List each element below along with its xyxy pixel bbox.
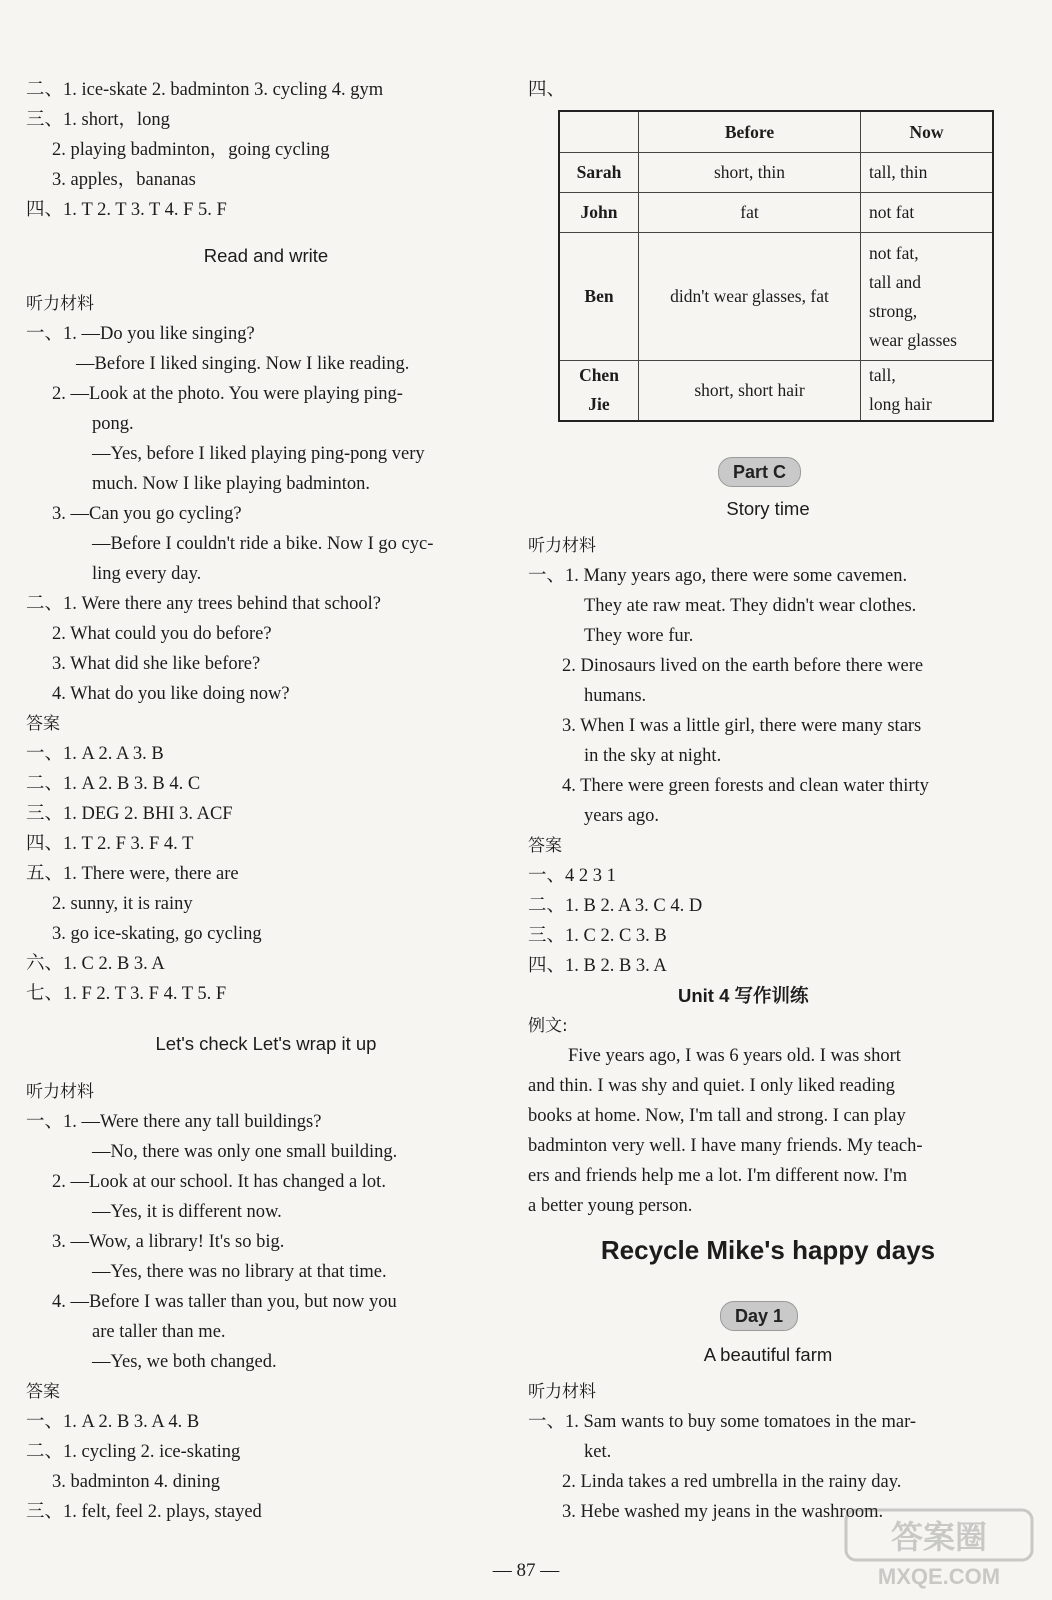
section-title-beautiful-farm: A beautiful farm — [703, 1344, 833, 1365]
now-line: strong, — [869, 300, 918, 321]
table-header-cell — [559, 111, 639, 153]
table-cell-before: fat — [639, 193, 861, 233]
table-row — [559, 193, 993, 233]
listening-label: 听力材料 — [26, 294, 94, 314]
now-line: tall, — [869, 365, 896, 386]
listening-line: 一、1. —Were there any tall buildings? — [26, 1112, 322, 1132]
example-line: ers and friends help me a lot. I'm different now. I'm — [528, 1166, 908, 1186]
page-number: — 87 — — [492, 1560, 560, 1581]
listening-line: —Before I couldn't ride a bike. Now I go cyc- — [92, 534, 434, 554]
listening-line: 3. What did she like before? — [52, 654, 261, 674]
example-line: books at home. Now, I'm tall and strong. I can play — [528, 1106, 906, 1126]
listening-line: 2. —Look at our school. It has changed a lot. — [52, 1172, 386, 1192]
answer-line: 三、1. felt, feel 2. plays, stayed — [26, 1502, 262, 1522]
now-line: tall and — [869, 271, 921, 292]
listening-line: 3. —Can you go cycling? — [52, 504, 242, 524]
example-label: 例文: — [528, 1016, 568, 1036]
now-line: long hair — [869, 394, 932, 415]
listening-line: 二、1. Were there any trees behind that school? — [26, 594, 382, 614]
listening-line: 3. When I was a little girl, there were many stars — [562, 716, 922, 736]
table-cell-name: Chen Jie — [559, 361, 639, 421]
now-line: not fat, — [869, 242, 919, 263]
section-title-story-time: Story time — [726, 498, 810, 519]
table-cell-now — [861, 233, 994, 361]
listening-line: 一、1. Many years ago, there were some cavemen. — [528, 566, 908, 586]
example-line: a better young person. — [528, 1196, 693, 1216]
now-line: wear glasses — [869, 329, 957, 350]
section-title-read-and-write: Read and write — [203, 245, 329, 266]
listening-line: 一、1. Sam wants to buy some tomatoes in the mar- — [528, 1412, 917, 1432]
answer-line: 一、1. A 2. B 3. A 4. B — [26, 1412, 200, 1432]
listening-label: 听力材料 — [26, 1082, 94, 1102]
answer-line: 一、1. A 2. A 3. B — [26, 744, 164, 764]
listening-line: 3. —Wow, a library! It's so big. — [52, 1232, 285, 1252]
listening-line: —Yes, before I liked playing ping-pong very — [92, 444, 425, 464]
answer-line: 四、1. T 2. F 3. F 4. T — [26, 834, 194, 854]
table-cell-name: Ben — [559, 233, 639, 361]
listening-line: —Yes, it is different now. — [92, 1202, 282, 1222]
listening-line: 2. Dinosaurs lived on the earth before there were — [562, 656, 924, 676]
day1-badge: Day 1 — [720, 1301, 798, 1331]
section-title-lets-check: Let's check Let's wrap it up — [155, 1033, 377, 1054]
listening-line: 2. Linda takes a red umbrella in the rainy day. — [562, 1472, 902, 1492]
listening-line: —No, there was only one small building. — [92, 1142, 398, 1162]
listening-line: 3. Hebe washed my jeans in the washroom. — [562, 1502, 884, 1522]
table-cell-now — [861, 361, 994, 421]
table-cell-before: didn't wear glasses, fat — [639, 233, 861, 361]
answer-line: 3. go ice-skating, go cycling — [52, 924, 262, 944]
answers-label: 答案 — [528, 836, 562, 856]
listening-line: 4. What do you like doing now? — [52, 684, 290, 704]
table-cell-before: short, thin — [639, 153, 861, 193]
listening-line: They ate raw meat. They didn't wear clothes. — [584, 596, 917, 616]
answer-line: 二、1. cycling 2. ice-skating — [26, 1442, 241, 1462]
listening-line: 2. What could you do before? — [52, 624, 272, 644]
unit4-writing-title: Unit 4 写作训练 — [678, 985, 809, 1006]
answer-line: 2. playing badminton，going cycling — [52, 140, 330, 160]
listening-line: are taller than me. — [92, 1322, 226, 1342]
table-row — [559, 233, 993, 361]
listening-line: pong. — [92, 414, 134, 434]
listening-label: 听力材料 — [528, 1382, 596, 1402]
table-header-before: Before — [639, 111, 861, 153]
listening-line: 2. —Look at the photo. You were playing ping- — [52, 384, 403, 404]
example-line: Five years ago, I was 6 years old. I was short — [568, 1046, 901, 1066]
listening-line: —Yes, we both changed. — [92, 1352, 277, 1372]
answer-line: 四、1. B 2. B 3. A — [528, 956, 667, 976]
answer-line: 2. sunny, it is rainy — [52, 894, 193, 914]
table-row — [559, 153, 993, 193]
watermark-url: MXQE.COM — [877, 1564, 1001, 1589]
section-number: 四、 — [528, 80, 566, 100]
answer-line: 二、1. B 2. A 3. C 4. D — [528, 896, 703, 916]
listening-line: much. Now I like playing badminton. — [92, 474, 370, 494]
answer-line: 六、1. C 2. B 3. A — [26, 954, 165, 974]
listening-line: They wore fur. — [584, 626, 694, 646]
watermark-text: 答案圈 — [890, 1518, 988, 1556]
answer-line: 四、1. T 2. T 3. T 4. F 5. F — [26, 200, 227, 220]
example-line: and thin. I was shy and quiet. I only liked reading — [528, 1076, 895, 1096]
listening-line: —Before I liked singing. Now I like reading. — [76, 354, 410, 374]
table-cell-now — [861, 193, 994, 233]
answer-line: 五、1. There were, there are — [26, 864, 239, 884]
answer-line: 二、1. ice-skate 2. badminton 3. cycling 4. gym — [26, 80, 384, 100]
answers-label: 答案 — [26, 1382, 60, 1402]
listening-line: humans. — [584, 686, 647, 706]
listening-label: 听力材料 — [528, 536, 596, 556]
listening-line: years ago. — [584, 806, 659, 826]
part-c-badge: Part C — [718, 457, 801, 487]
before-now-table — [558, 110, 994, 422]
table-header-now: Now — [861, 111, 994, 153]
answer-line: 3. apples，bananas — [52, 170, 196, 190]
answer-line: 3. badminton 4. dining — [52, 1472, 221, 1492]
answer-line: 一、4 2 3 1 — [528, 866, 616, 886]
answer-line: 三、1. short，long — [26, 110, 170, 130]
answer-line: 七、1. F 2. T 3. F 4. T 5. F — [26, 984, 227, 1004]
now-line: tall, thin — [869, 162, 928, 182]
listening-line: —Yes, there was no library at that time. — [92, 1262, 387, 1282]
listening-line: in the sky at night. — [584, 746, 722, 766]
answer-line: 二、1. A 2. B 3. B 4. C — [26, 774, 201, 794]
listening-line: 4. —Before I was taller than you, but now you — [52, 1292, 397, 1312]
table-row — [559, 361, 993, 421]
table-cell-name: Sarah — [559, 153, 639, 193]
listening-line: 一、1. —Do you like singing? — [26, 324, 255, 344]
answer-line: 三、1. DEG 2. BHI 3. ACF — [26, 804, 233, 824]
answer-line: 三、1. C 2. C 3. B — [528, 926, 667, 946]
example-line: badminton very well. I have many friends. My teach- — [528, 1136, 923, 1156]
table-header-row — [559, 111, 993, 153]
table-cell-name: John — [559, 193, 639, 233]
listening-line: 4. There were green forests and clean water thirty — [562, 776, 929, 796]
listening-line: ket. — [584, 1442, 612, 1462]
listening-line: ling every day. — [92, 564, 202, 584]
recycle-title: Recycle Mike's happy days — [600, 1235, 936, 1265]
answers-label: 答案 — [26, 714, 60, 734]
table-cell-now — [861, 153, 994, 193]
now-line: not fat — [869, 202, 915, 222]
table-cell-before: short, short hair — [639, 361, 861, 421]
